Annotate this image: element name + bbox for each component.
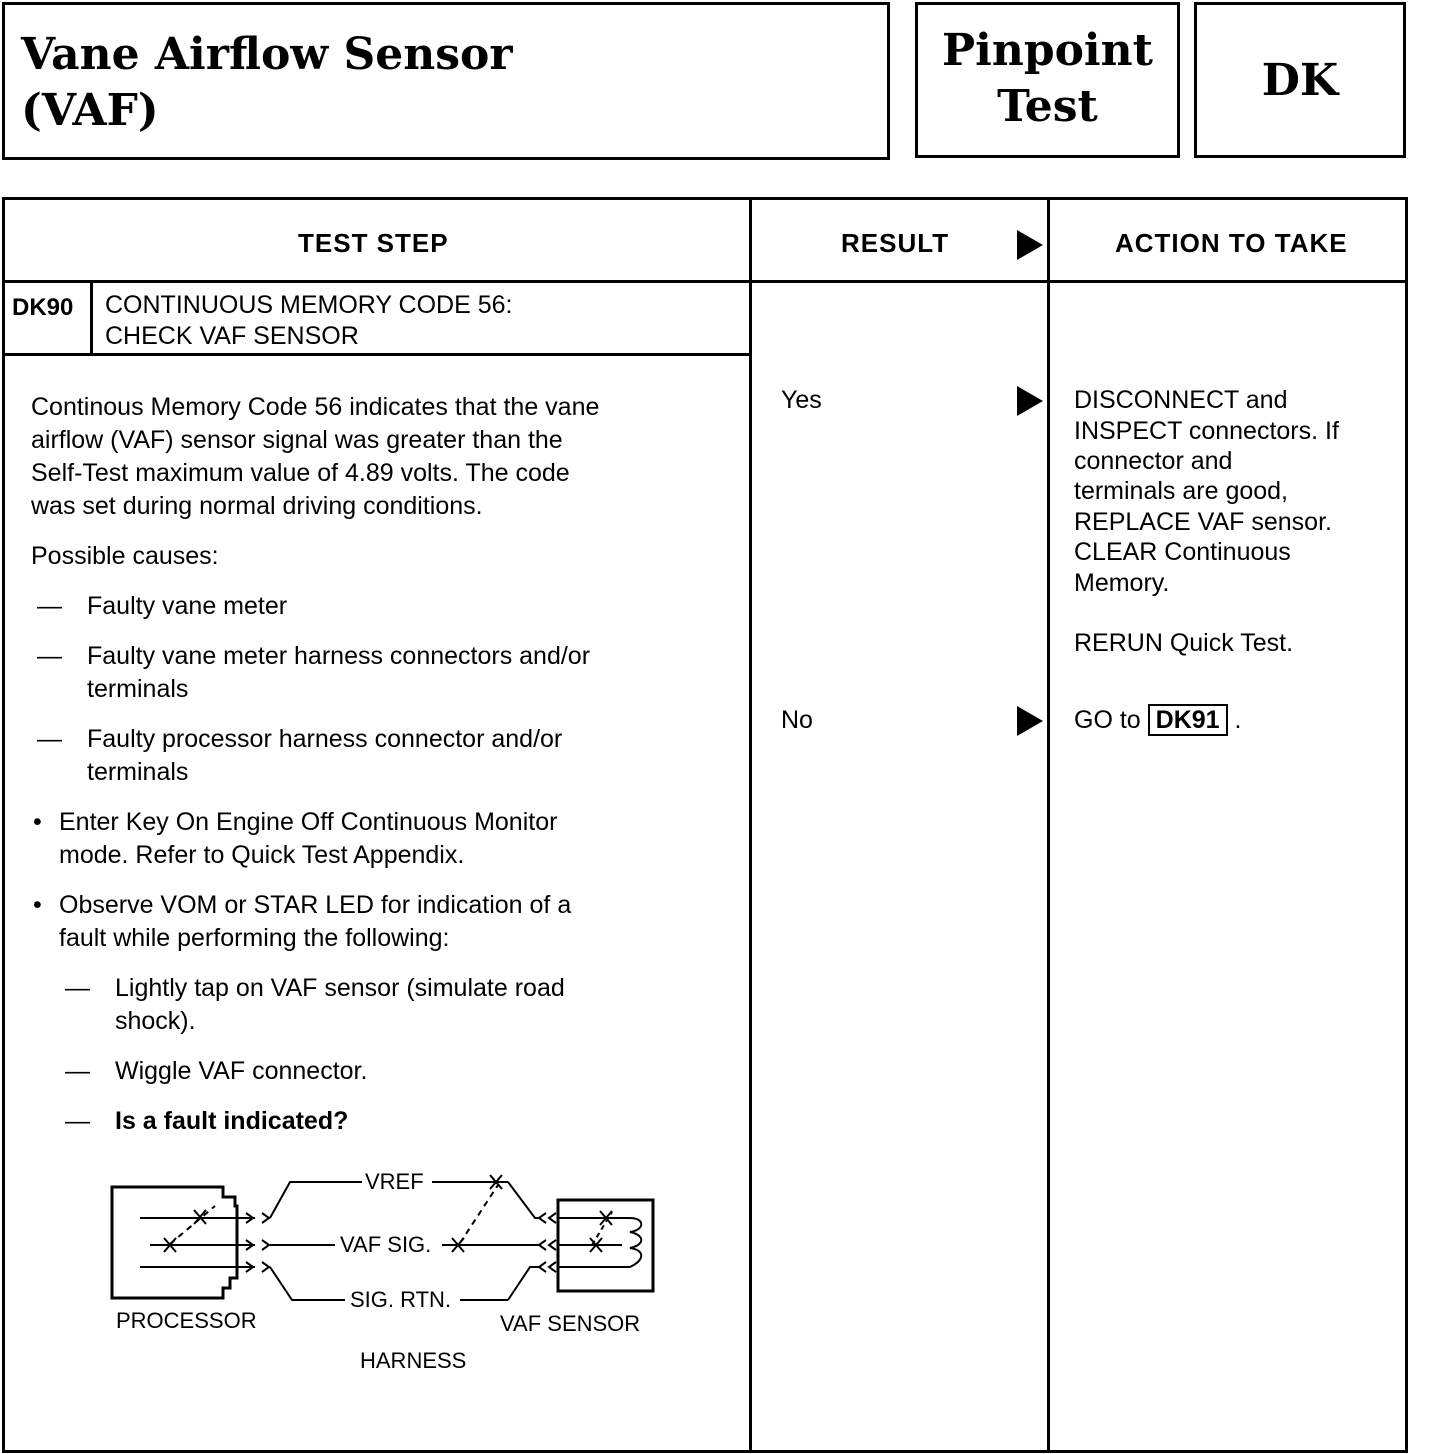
action-no-suffix: . [1234,706,1242,734]
bullet-item-2-line-2: fault while performing the following: [59,924,450,952]
intro-line-1: Continous Memory Code 56 indicates that the vane [31,393,600,421]
dash-marker: — [65,1057,90,1085]
column-header-action: ACTION TO TAKE [1115,228,1348,258]
step-id-divider [90,282,93,354]
processor-pins-icon [246,1213,269,1272]
action-yes-line-2: INSPECT connectors. If [1074,417,1339,445]
step-id: DK90 [12,294,74,321]
intro-line-2: airflow (VAF) sensor signal was greater than the [31,426,563,454]
bullet-item-2-line-1: Observe VOM or STAR LED for indication of a [59,891,572,919]
goto-dk91-link[interactable]: DK91 [1148,704,1228,736]
header-divider [5,280,1405,283]
label-harness: HARNESS [360,1348,467,1373]
dash-marker: — [65,1107,90,1135]
label-vref: VREF [365,1169,424,1194]
column-header-test-step: TEST STEP [298,228,449,258]
step-title-line-2: CHECK VAF SENSOR [105,322,359,350]
column-header-result: RESULT [841,228,950,258]
intro-line-4: was set during normal driving conditions. [31,492,483,520]
cause-item-3-line-2: terminals [87,758,189,786]
action-yes-line-7: Memory. [1074,569,1170,597]
column-divider-action [1047,200,1050,1450]
action-yes-line-6: CLEAR Continuous [1074,538,1291,566]
label-vaf-sig: VAF SIG. [340,1232,432,1257]
bullet-item-1-line-2: mode. Refer to Quick Test Appendix. [59,841,465,869]
cause-item-3-line-1: Faulty processor harness connector and/or [87,725,563,753]
arrow-right-icon [1017,706,1043,736]
action-yes-line-3: connector and [1074,447,1233,475]
cause-item-1: Faulty vane meter [87,592,288,620]
result-no: No [781,706,813,734]
sensor-pins-icon [539,1212,641,1272]
intro-line-3: Self-Test maximum value of 4.89 volts. The code [31,459,570,487]
step-title-divider [5,353,749,356]
sub-item-2: Wiggle VAF connector. [115,1057,368,1085]
step-title-line-1: CONTINUOUS MEMORY CODE 56: [105,291,513,319]
dash-marker: — [65,974,90,1002]
bullet-marker: • [33,891,42,919]
sub-item-3-question: Is a fault indicated? [115,1107,349,1135]
action-rerun: RERUN Quick Test. [1074,629,1294,657]
pinpoint-line-2: Test [997,81,1098,132]
dash-marker: — [37,592,62,620]
sub-item-1-line-1: Lightly tap on VAF sensor (simulate road [115,974,565,1002]
test-code-box [1194,2,1406,158]
title-box [2,2,890,160]
cause-item-2-line-2: terminals [87,675,189,703]
wiring-diagram [100,1160,670,1380]
title-line-1: Vane Airflow Sensor [21,29,513,80]
column-divider-result [749,200,752,1450]
action-yes-line-5: REPLACE VAF sensor. [1074,508,1332,536]
dash-marker: — [37,725,62,753]
action-yes-line-1: DISCONNECT and [1074,386,1288,414]
page-title [21,27,513,139]
pinpoint-label [918,23,1177,135]
pinpoint-line-1: Pinpoint [942,25,1153,76]
test-table [2,197,1408,1453]
title-line-2: (VAF) [21,85,159,136]
dash-marker: — [37,642,62,670]
result-yes: Yes [781,386,822,414]
label-vaf-sensor: VAF SENSOR [500,1311,641,1336]
cause-item-2-line-1: Faulty vane meter harness connectors and/or [87,642,591,670]
action-yes-line-4: terminals are good, [1074,477,1289,505]
arrow-right-icon [1017,386,1043,416]
action-no [1074,705,1241,736]
arrow-right-icon [1017,230,1043,260]
sub-item-1-line-2: shock). [115,1007,196,1035]
processor-block [112,1187,237,1298]
label-sig-rtn: SIG. RTN. [350,1287,452,1312]
bullet-marker: • [33,808,42,836]
test-code: DK [1261,55,1339,106]
possible-causes-heading: Possible causes: [31,542,219,570]
label-processor: PROCESSOR [116,1308,257,1333]
pinpoint-test-box [915,2,1180,158]
action-no-prefix: GO to [1074,706,1141,734]
bullet-item-1-line-1: Enter Key On Engine Off Continuous Monitor [59,808,558,836]
